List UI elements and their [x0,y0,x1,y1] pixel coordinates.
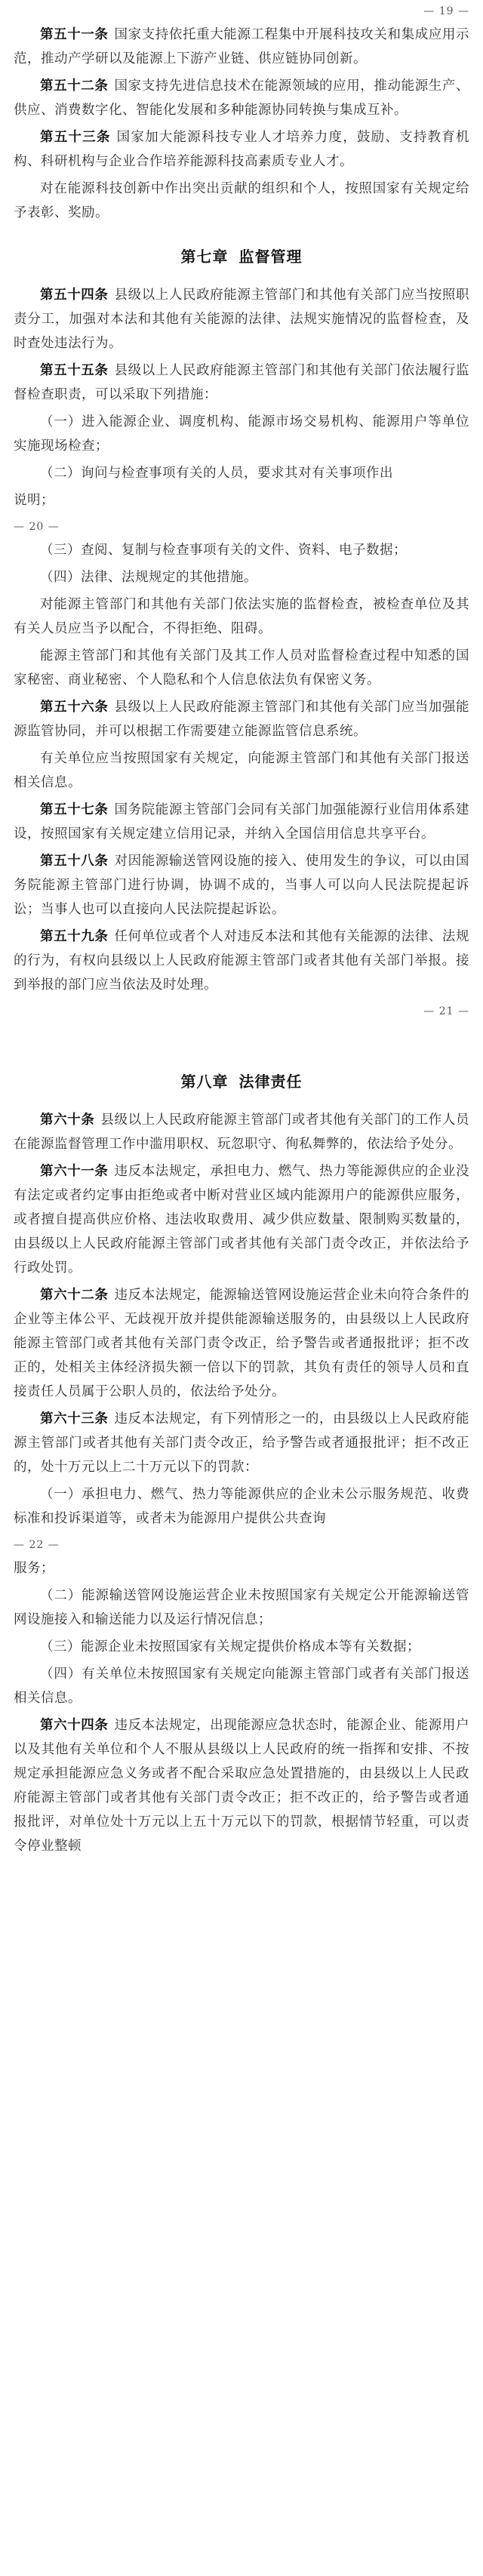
article-text: 国家加大能源科技专业人才培养力度，鼓励、支持教育机构、科研机构与企业合作培养能源科技高素质专业人才。 [14,130,470,169]
article-text: 违反本法规定，出现能源应急状态时，能源企业、能源用户以及其他有关单位和个人不服从县级以上人民政府的统一指挥和安排、不按规定承担能源应急义务或者不配合采取应急处置措施的，由县级以上人民政府能源主管部门或者其他有关部门责令改正；拒不改正的，给予警告或者通报批评，对单位处十万元以上五十万元以下的罚款，根据情节轻重，可以责令停业整顿 [14,1718,469,1854]
article-number: 第六十二条 [40,1288,109,1303]
page-number: — 21 — [423,1005,469,1017]
article-number: 第五十七条 [40,802,109,817]
list-item: （三）查阅、复制与检查事项有关的文件、资料、电子数据； [40,543,407,558]
article-52 [14,74,469,122]
article-53 [14,125,469,174]
page-number: — 19 — [423,5,469,17]
article-59 [14,925,469,997]
article-text: 国务院能源主管部门会同有关部门加强能源行业信用体系建设，按照国家有关规定建立信用记录，并纳入全国信用信息共享平台。 [14,802,469,842]
article-text: 违反本法规定，能源输送管网设施运营企业未向符合条件的企业等主体公平、无歧视开放并提供能源输送服务的，由县级以上人民政府能源主管部门或者其他有关部门责令改正，给予警告或者通报批评；拒不改正的，处相关主体经济损失额一倍以下的罚款，其负有责任的领导人员和直接责任人员属于公职人员的，依法给予处分。 [14,1288,469,1399]
article-51 [14,23,469,71]
article-text: 任何单位或者个人对违反本法和其他有关能源的法律、法规的行为，有权向县级以上人民政府能源主管部门或者其他有关部门举报。接到举报的部门应当依法及时处理。 [14,929,469,993]
article-number: 第五十九条 [40,929,109,944]
list-item: （二）能源输送管网设施运营企业未按照国家有关规定公开能源输送管网设施接入和输送能力以及运行情况信息； [14,1588,469,1627]
list-item: （一）进入能源企业、调度机构、能源市场交易机构、能源用户等单位实施现场检查； [14,414,469,454]
article-55 [14,359,469,407]
article-61 [14,1159,469,1280]
chapter-heading [14,245,469,266]
article-58 [14,849,469,922]
list-item-continuation: 服务； [14,1561,54,1576]
article-number: 第五十三条 [40,130,111,145]
article-60 [14,1108,469,1156]
paragraph: 对能源主管部门和其他有关部门依法实施的监督检查，被检查单位及其有关人员应当予以配合，不得拒绝、阻碍。 [14,597,469,636]
article-text: 县级以上人民政府能源主管部门和其他有关部门应当加强能源监管协同，并可以根据工作需要建立能源监管信息系统。 [14,700,469,739]
article-number: 第五十八条 [40,854,109,869]
article-number: 第五十二条 [40,78,109,94]
paragraph: 对在能源科技创新中作出突出贡献的组织和个人，按照国家有关规定给予表彰、奖励。 [14,181,469,220]
paragraph: 能源主管部门和其他有关部门及其工作人员对监督检查过程中知悉的国家秘密、商业秘密、个人隐私和个人信息依法负有保密义务。 [14,648,469,688]
article-number: 第五十一条 [40,27,109,42]
list-item: （一）承担电力、燃气、热力等能源供应的企业未公示服务规范、收费标准和投诉渠道等，或者未为能源用户提供公共查询 [14,1487,469,1526]
list-item: （二）询问与检查事项有关的人员，要求其对有关事项作出 [40,466,393,481]
article-56 [14,695,469,743]
article-number: 第六十一条 [40,1164,109,1179]
article-number: 第五十五条 [40,363,109,378]
article-number: 第五十六条 [40,700,109,715]
article-text: 县级以上人民政府能源主管部门或者其他有关部门的工作人员在能源监督管理工作中滥用职权、玩忽职守、徇私舞弊的，依法给予处分。 [14,1113,470,1152]
article-text: 国家支持先进信息技术在能源领域的应用，推动能源生产、供应、消费数字化、智能化发展和多种能源协同转换与集成互补。 [14,78,469,118]
page-number: — 20 — [14,521,60,533]
article-text: 县级以上人民政府能源主管部门和其他有关部门应当按照职责分工，加强对本法和其他有关能源的法律、法规实施情况的监督检查，及时查处违法行为。 [14,288,469,351]
page-number: — 22 — [14,1539,60,1551]
list-item-continuation: 说明； [14,493,54,508]
article-number: 第六十四条 [40,1718,109,1733]
article-text: 国家支持依托重大能源工程集中开展科技攻关和集成应用示范，推动产学研以及能源上下游产业链、供应链协同创新。 [14,27,469,66]
article-text: 对因能源输送管网设施的接入、使用发生的争议，可以由国务院能源主管部门进行协调，协调不成的，当事人可以向人民法院提起诉讼；当事人也可以直接向人民法院提起诉讼。 [14,854,469,917]
chapter-number: 第八章 [180,1073,229,1091]
chapter-title: 监督管理 [238,248,303,266]
article-number: 第五十四条 [40,288,109,303]
article-57 [14,798,469,846]
article-number: 第六十条 [40,1113,95,1128]
paragraph: 有关单位应当按照国家有关规定，向能源主管部门和其他有关部门报送相关信息。 [14,751,469,790]
article-text: 违反本法规定，承担电力、燃气、热力等能源供应的企业没有法定或者约定事由拒绝或者中断对营业区域内能源用户的能源供应服务，或者擅自提高供应价格、违法收取费用、减少供应数量、限制购买数量的，由县级以上人民政府能源主管部门或者其他有关部门责令改正，并依法给予行政处罚。 [14,1164,469,1276]
article-number: 第六十三条 [40,1411,109,1426]
article-62 [14,1283,469,1404]
article-text: 违反本法规定，有下列情形之一的，由县级以上人民政府能源主管部门或者其他有关部门责令改正，给予警告或者通报批评；拒不改正的，处十万元以上二十万元以下的罚款： [14,1411,469,1475]
list-item: （三）能源企业未按照国家有关规定提供价格成本等有关数据； [40,1639,420,1654]
article-text: 县级以上人民政府能源主管部门和其他有关部门依法履行监督检查职责，可以采取下列措施： [14,363,469,402]
article-54 [14,283,469,355]
chapter-heading [14,1069,469,1091]
article-64 [14,1713,469,1858]
article-63 [14,1407,469,1479]
list-item: （四）有关单位未按照国家有关规定向能源主管部门或者有关部门报送相关信息。 [14,1667,469,1706]
chapter-number: 第七章 [180,248,229,266]
list-item: （四）法律、法规规定的其他措施。 [40,570,257,585]
chapter-title: 法律责任 [238,1073,303,1091]
